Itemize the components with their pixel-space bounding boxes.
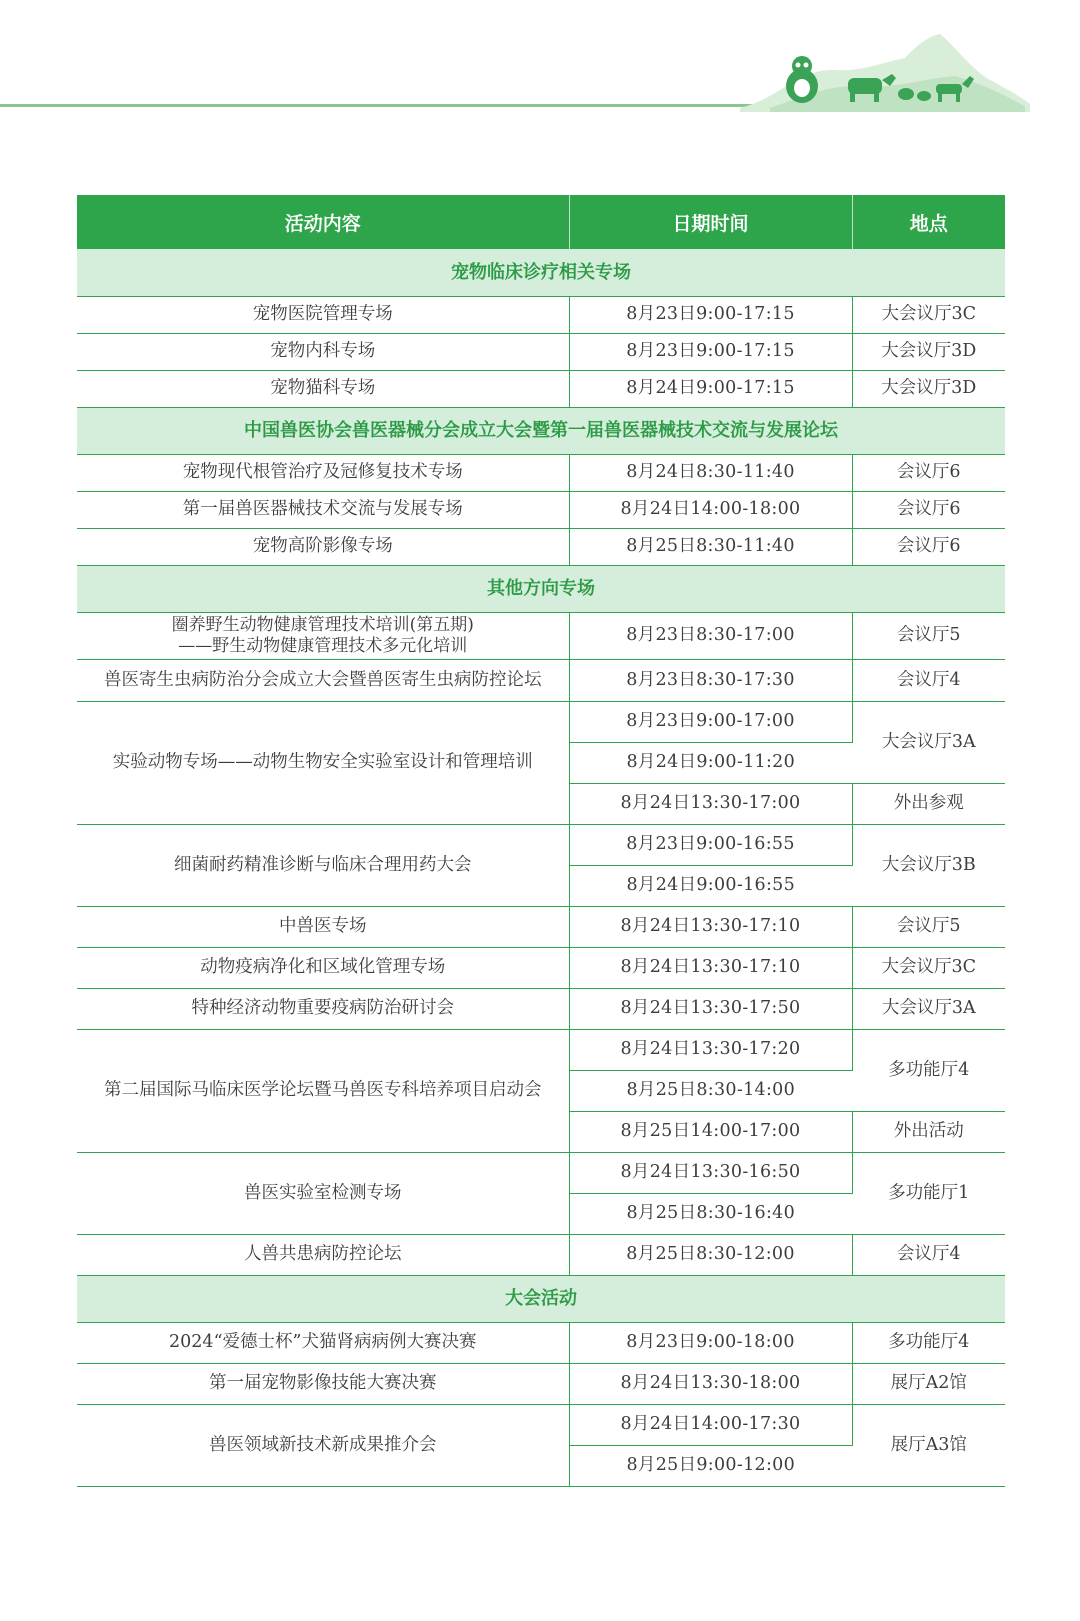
datetime-cell: 8月24日13:30-17:10 (569, 947, 852, 988)
activity-cell (77, 491, 569, 528)
section-title: 大会活动 (77, 1275, 1005, 1322)
activity-name: 宠物高阶影像专场 (252, 536, 393, 556)
activity-cell (77, 659, 569, 701)
header-location: 地点 (852, 195, 1005, 249)
section-title: 宠物临床诊疗相关专场 (77, 249, 1005, 296)
datetime-cell: 8月24日13:30-16:50 (569, 1152, 852, 1193)
location-cell: 多功能厅1 (852, 1152, 1005, 1234)
location-cell: 会议厅4 (852, 659, 1005, 701)
table-row (77, 988, 1005, 1029)
table-row (77, 824, 1005, 865)
activity-cell (77, 528, 569, 565)
table-row (77, 701, 1005, 742)
activity-cell (77, 906, 569, 947)
datetime-cell: 8月25日8:30-16:40 (569, 1193, 852, 1234)
activity-name: 2024“爱德士杯”犬猫肾病病例大赛决赛 (169, 1332, 477, 1352)
datetime-cell: 8月25日9:00-12:00 (569, 1445, 852, 1486)
table-row (77, 333, 1005, 370)
section-title: 中国兽医协会兽医器械分会成立大会暨第一届兽医器械技术交流与发展论坛 (77, 407, 1005, 454)
table-row (77, 1234, 1005, 1275)
section-row (77, 1275, 1005, 1322)
datetime-cell: 8月24日9:00-11:20 (569, 742, 852, 783)
activity-name: 兽医领域新技术新成果推介会 (209, 1434, 437, 1455)
activity-name: 第一届兽医器械技术交流与发展专场 (182, 499, 463, 519)
datetime-cell: 8月25日8:30-12:00 (569, 1234, 852, 1275)
schedule-table (77, 195, 1005, 1487)
activity-cell (77, 988, 569, 1029)
table-row (77, 1404, 1005, 1445)
table-header-row (77, 195, 1005, 249)
datetime-cell: 8月23日9:00-17:15 (569, 296, 852, 333)
datetime-cell: 8月25日8:30-14:00 (569, 1070, 852, 1111)
datetime-cell: 8月25日8:30-11:40 (569, 528, 852, 565)
activity-cell (77, 296, 569, 333)
activity-name: 圈养野生动物健康管理技术培训(第五期) (171, 614, 474, 635)
activity-cell (77, 612, 569, 659)
table-row (77, 659, 1005, 701)
activity-subtitle: ——野生动物健康管理技术多元化培训 (178, 635, 468, 656)
activity-cell (77, 701, 569, 824)
datetime-cell: 8月24日14:00-18:00 (569, 491, 852, 528)
datetime-cell: 8月24日14:00-17:30 (569, 1404, 852, 1445)
datetime-cell: 8月24日9:00-17:15 (569, 370, 852, 407)
table-row (77, 491, 1005, 528)
location-cell: 会议厅4 (852, 1234, 1005, 1275)
table-row (77, 454, 1005, 491)
datetime-cell: 8月24日13:30-17:50 (569, 988, 852, 1029)
location-cell: 多功能厅4 (852, 1322, 1005, 1363)
activity-name: 宠物医院管理专场 (252, 304, 393, 324)
activity-name: 动物疫病净化和区域化管理专场 (200, 957, 446, 977)
activity-cell (77, 824, 569, 906)
location-cell: 会议厅6 (852, 454, 1005, 491)
table-row (77, 528, 1005, 565)
location-cell: 大会议厅3D (852, 333, 1005, 370)
location-cell: 大会议厅3D (852, 370, 1005, 407)
datetime-cell: 8月24日13:30-17:00 (569, 783, 852, 824)
activity-name: 中兽医专场 (279, 916, 367, 936)
datetime-cell: 8月24日9:00-16:55 (569, 865, 852, 906)
activity-name: 第二届国际马临床医学论坛暨马兽医专科培养项目启动会 (104, 1080, 542, 1100)
activity-cell (77, 454, 569, 491)
location-cell: 外出参观 (852, 783, 1005, 824)
datetime-cell: 8月24日13:30-17:20 (569, 1029, 852, 1070)
location-cell: 大会议厅3C (852, 296, 1005, 333)
datetime-cell: 8月23日9:00-17:15 (569, 333, 852, 370)
activity-cell (77, 333, 569, 370)
datetime-cell: 8月23日9:00-18:00 (569, 1322, 852, 1363)
table-row (77, 370, 1005, 407)
activity-name: 第一届宠物影像技能大赛决赛 (209, 1373, 437, 1393)
activity-name: 特种经济动物重要疫病防治研讨会 (191, 998, 454, 1018)
activity-cell (77, 1322, 569, 1363)
activity-name: 宠物内科专场 (270, 341, 376, 361)
datetime-cell: 8月23日9:00-16:55 (569, 824, 852, 865)
activity-name: 细菌耐药精准诊断与临床合理用药大会 (174, 854, 472, 875)
section-row (77, 249, 1005, 296)
activity-name: 兽医实验室检测专场 (244, 1182, 402, 1203)
table-row (77, 947, 1005, 988)
table-row (77, 1363, 1005, 1404)
location-cell: 展厅A3馆 (852, 1404, 1005, 1486)
activity-cell (77, 1234, 569, 1275)
activity-cell (77, 1363, 569, 1404)
location-cell: 大会议厅3B (852, 824, 1005, 906)
activity-cell (77, 1029, 569, 1152)
table-row (77, 1152, 1005, 1193)
location-cell: 多功能厅4 (852, 1029, 1005, 1111)
activity-cell (77, 370, 569, 407)
section-row (77, 565, 1005, 612)
location-cell: 会议厅5 (852, 906, 1005, 947)
location-cell: 大会议厅3C (852, 947, 1005, 988)
datetime-cell: 8月23日8:30-17:30 (569, 659, 852, 701)
schedule-body (77, 249, 1005, 1486)
activity-cell (77, 1404, 569, 1486)
datetime-cell: 8月25日14:00-17:00 (569, 1111, 852, 1152)
table-row (77, 1322, 1005, 1363)
location-cell: 外出活动 (852, 1111, 1005, 1152)
activity-name: 兽医寄生虫病防治分会成立大会暨兽医寄生虫病防控论坛 (104, 669, 542, 690)
activity-cell (77, 947, 569, 988)
location-cell: 展厅A2馆 (852, 1363, 1005, 1404)
activity-name: 宠物现代根管治疗及冠修复技术专场 (182, 462, 463, 482)
location-cell: 会议厅5 (852, 612, 1005, 659)
location-cell: 大会议厅3A (852, 701, 1005, 783)
header-activity: 活动内容 (77, 195, 569, 249)
activity-name: 人兽共患病防控论坛 (244, 1244, 402, 1264)
datetime-cell: 8月24日13:30-17:10 (569, 906, 852, 947)
header-datetime: 日期时间 (569, 195, 852, 249)
section-title: 其他方向专场 (77, 565, 1005, 612)
datetime-cell: 8月23日9:00-17:00 (569, 701, 852, 742)
location-cell: 会议厅6 (852, 528, 1005, 565)
activity-name: 实验动物专场——动物生物安全实验室设计和管理培训 (112, 752, 533, 772)
table-row (77, 906, 1005, 947)
datetime-cell: 8月24日8:30-11:40 (569, 454, 852, 491)
table-row (77, 612, 1005, 659)
location-cell: 大会议厅3A (852, 988, 1005, 1029)
location-cell: 会议厅6 (852, 491, 1005, 528)
animals-mountain-illustration (740, 28, 1030, 112)
activity-cell (77, 1152, 569, 1234)
table-row (77, 296, 1005, 333)
activity-name: 宠物猫科专场 (270, 378, 376, 398)
datetime-cell: 8月23日8:30-17:00 (569, 612, 852, 659)
table-row (77, 1029, 1005, 1070)
section-row (77, 407, 1005, 454)
datetime-cell: 8月24日13:30-18:00 (569, 1363, 852, 1404)
